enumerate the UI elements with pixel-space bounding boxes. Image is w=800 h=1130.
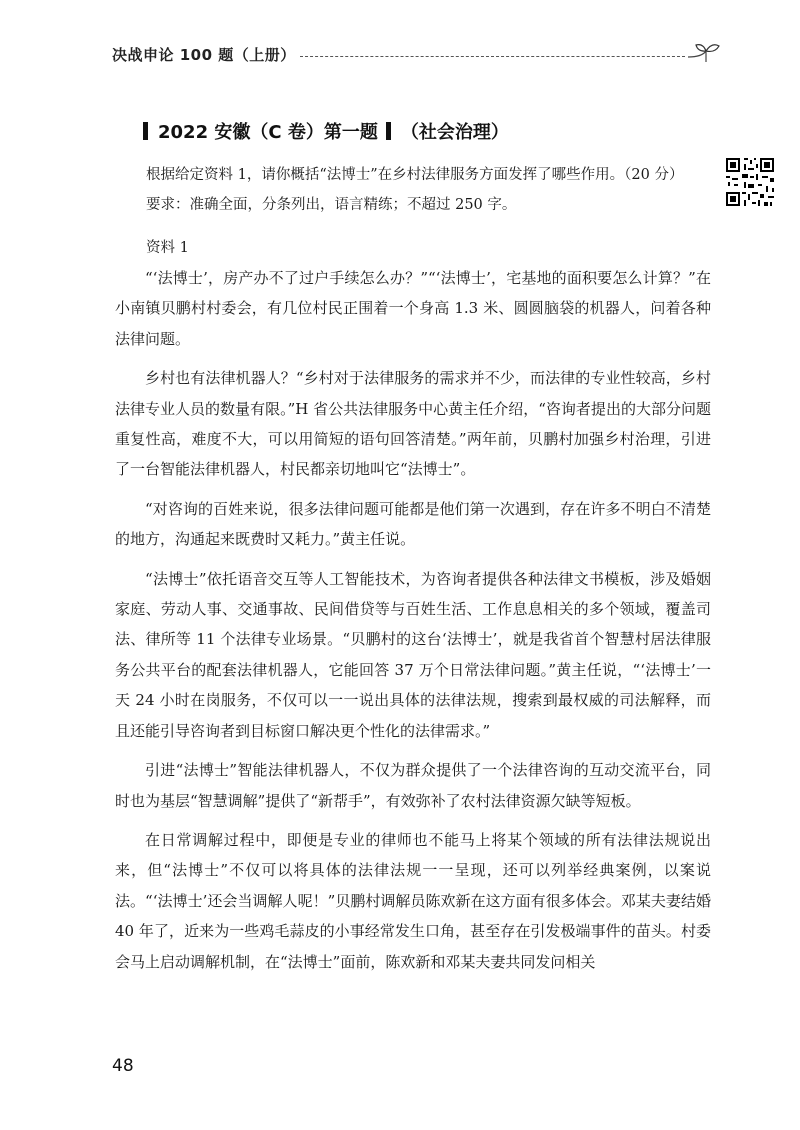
qr-code[interactable] [724,156,776,208]
sprout-icon [686,40,722,68]
book-title: 决战申论 100 题（上册） [112,46,296,64]
material-paragraph: 乡村也有法律机器人？“乡村对于法律服务的需求并不少，而法律的专业性较高，乡村法律专业人员的数量有限。”H 省公共法律服务中心黄主任介绍，“咨询者提出的大部分问题重复性高，难度不大，可以用简短的语句回答清楚。”两年前，贝鹏村加强乡村治理，引进了一台智能法律机器人，村民都亲切地叫它“法博士”。 [115,369,711,479]
title-bar-marker [143,122,148,140]
material-body [115,263,711,986]
material-paragraph: “法博士”依托语音交互等人工智能技术，为咨询者提供各种法律文书模板，涉及婚姻家庭、劳动人事、交通事故、民间借贷等与百姓生活、工作息息相关的多个领域，覆盖司法、律所等 11 个法律专业场景。“贝鹏村的这台‘法博士’，就是我省首个智慧村居法律服务公共平台的配套法律机器人，它能回答 37 万个日常法律问题。”黄主任说，“‘法博士’一天 24 小时在岗服务，不仅可以一一说出具体的法律法规，搜索到最权威的司法解释，而且还能引导咨询者到目标窗口解决更个性化的法律需求。” [115,569,711,740]
material-paragraph: 在日常调解过程中，即便是专业的律师也不能马上将某个领域的所有法律法规说出来，但“法博士”不仅可以将具体的法律法规一一呈现，还可以列举经典案例，以案说法。“‘法博士’还会当调解人呢！”贝鹏村调解员陈欢新在这方面有很多体会。邓某夫妻结婚 40 年了，近来为一些鸡毛蒜皮的小事经常发生口角，甚至存在引发极端事件的苗头。村委会马上启动调解机制，在“法博士”面前，陈欢新和邓某夫妻共同发问相关 [115,830,711,971]
material-paragraph: 引进“法博士”智能法律机器人，不仅为群众提供了一个法律咨询的互动交流平台，同时也为基层“智慧调解”提供了“新帮手”，有效弥补了农村法律资源欠缺等短板。 [115,761,711,810]
question-requirement: 要求：准确全面，分条列出，语言精练；不超过 250 字。 [146,197,517,213]
material-paragraph: “对咨询的百姓来说，很多法律问题可能都是他们第一次遇到，存在许多不明白不清楚的地方，沟通起来既费时又耗力。”黄主任说。 [115,499,711,549]
question-block [146,160,706,220]
material-paragraph: “‘法博士’，房产办不了过户手续怎么办？”“‘法博士’，宅基地的面积要怎么计算？”在小南镇贝鹏村村委会，有几位村民正围着一个身高 1.3 米、圆圆脑袋的机器人，问着各种法律问题。 [115,269,711,348]
question-source: 2022 安徽（C 卷）第一题 [158,122,378,143]
question-prompt: 根据给定资料 1，请你概括“法博士”在乡村法律服务方面发挥了哪些作用。（20 分） [146,167,684,183]
question-category: （社会治理） [400,122,509,143]
header-dashed-rule [300,56,685,57]
running-header [112,40,722,68]
title-bar-marker [386,122,391,140]
page-number: 48 [112,1056,134,1076]
section-title [143,118,509,144]
material-label: 资料 1 [146,240,189,256]
